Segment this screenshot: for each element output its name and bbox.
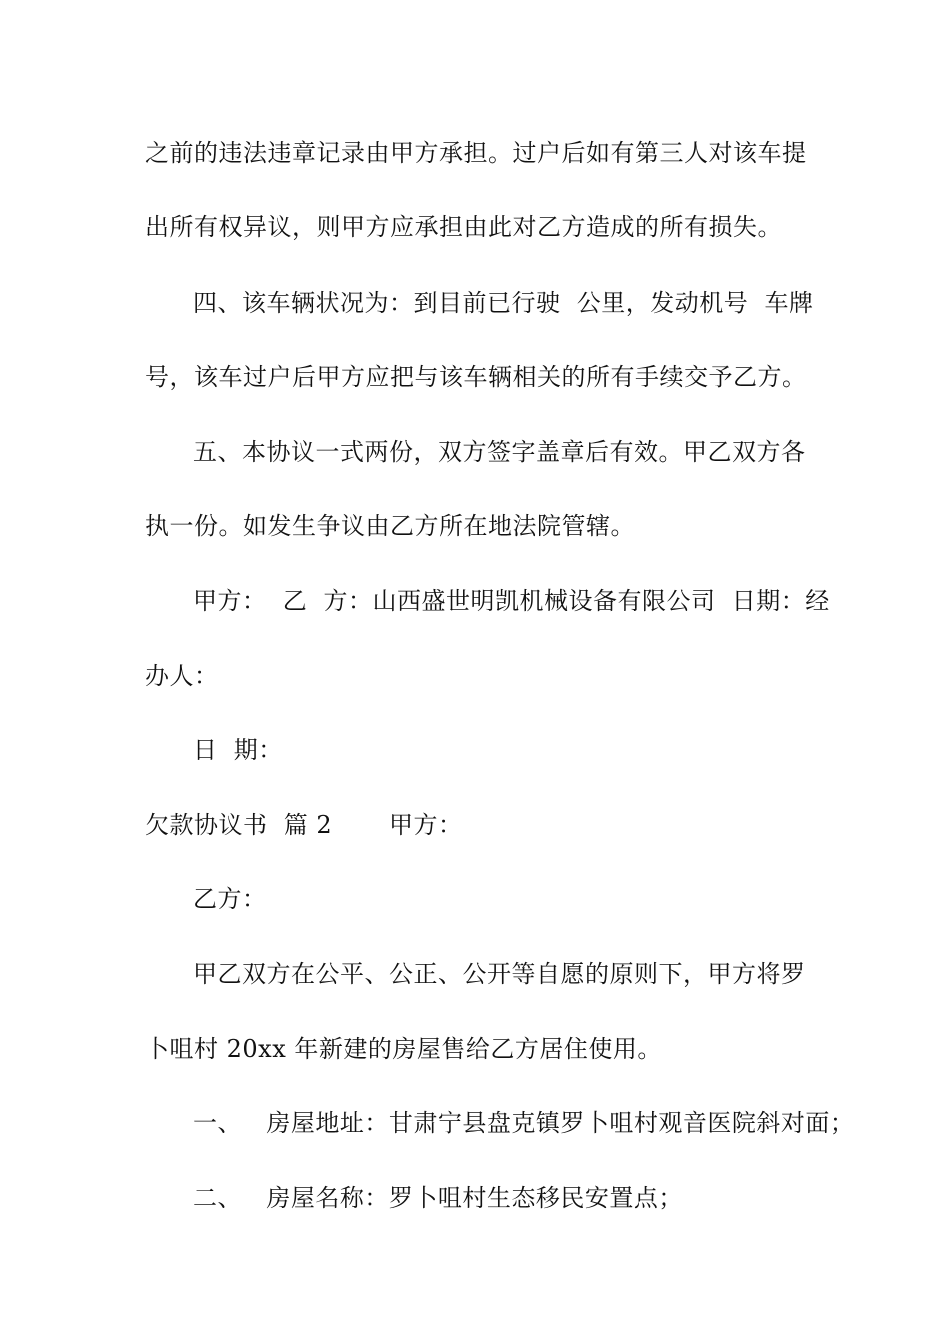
text-line: 之前的违法违章记录由甲方承担。过户后如有第三人对该车提 bbox=[145, 139, 807, 167]
text-line: 出所有权异议，则甲方应承担由此对乙方造成的所有损失。 bbox=[145, 213, 782, 241]
text-line: 执一份。如发生争议由乙方所在地法院管辖。 bbox=[145, 512, 635, 540]
paragraph-4-line: 四、该车辆状况为：到目前已行驶 公里，发动机号 车牌 bbox=[193, 289, 814, 317]
signature-line: 甲方： 乙 方：山西盛世明凯机械设备有限公司 日期：经 bbox=[193, 587, 830, 615]
text-line: 办人： bbox=[145, 662, 219, 690]
date-line: 日 期： bbox=[193, 736, 283, 764]
section-title: 欠款协议书 篇 2 甲方： bbox=[145, 811, 463, 839]
text-line: 卜咀村 20xx 年新建的房屋售给乙方居住使用。 bbox=[145, 1035, 662, 1063]
text-line: 号，该车过户后甲方应把与该车辆相关的所有手续交予乙方。 bbox=[145, 363, 807, 391]
text-line: 甲乙双方在公平、公正、公开等自愿的原则下，甲方将罗 bbox=[193, 960, 806, 988]
paragraph-5-line: 五、本协议一式两份，双方签字盖章后有效。甲乙双方各 bbox=[193, 438, 806, 466]
clause-2-line: 二、 房屋名称：罗卜咀村生态移民安置点； bbox=[193, 1184, 683, 1212]
party-b-line: 乙方： bbox=[193, 885, 267, 913]
clause-1-line: 一、 房屋地址：甘肃宁县盘克镇罗卜咀村观音医院斜对面； bbox=[193, 1109, 855, 1137]
